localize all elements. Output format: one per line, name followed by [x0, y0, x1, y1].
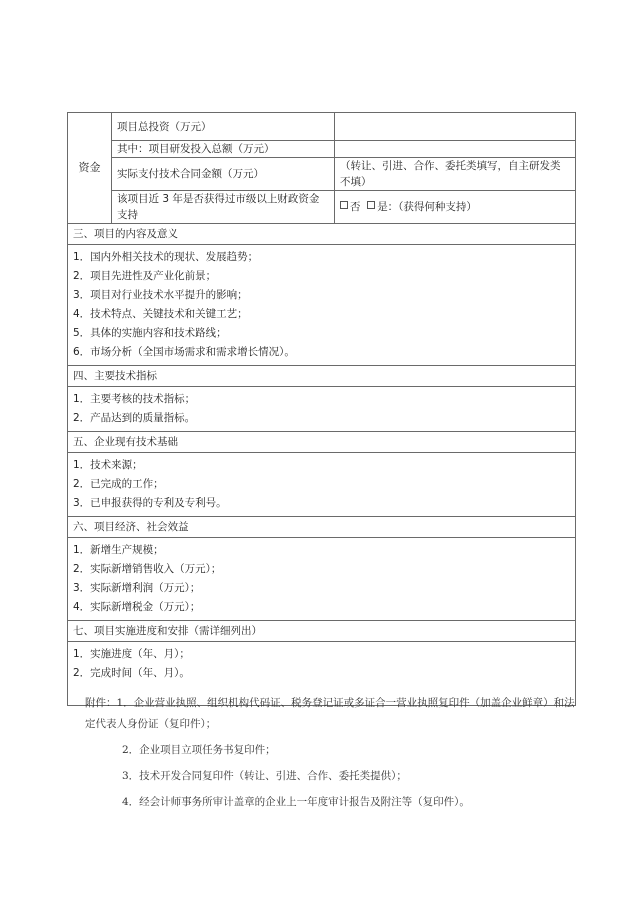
funding-row-gov-support: [68, 191, 576, 224]
list-item: 6．市场分析（全国市场需求和需求增长情况）。: [73, 346, 295, 358]
attachment-item-1: 附件：1．企业营业执照、组织机构代码证、税务登记证或多证合一营业执照复印件（加盖企业鲜章）和法定代表人身份证（复印件）；: [85, 697, 575, 730]
list-item: 1．新增生产规模；: [73, 544, 164, 556]
attachment-item: 2．企业项目立项任务书复印件；: [122, 744, 276, 756]
section-content-row: [68, 387, 576, 432]
list-item: 3．已申报获得的专利及专利号。: [73, 497, 227, 509]
project-form-table: [67, 112, 576, 706]
section-content: [68, 453, 576, 517]
rnd-investment-label: 其中：项目研发投入总额（万元）: [112, 141, 335, 158]
list-item: 1．实施进度（年、月）；: [73, 648, 190, 660]
total-investment-label: 项目总投资（万元）: [112, 113, 335, 141]
section-title: 五、企业现有技术基础: [68, 432, 576, 453]
total-investment-value[interactable]: [335, 113, 576, 141]
section-content: [68, 387, 576, 432]
section-header-row: [68, 432, 576, 453]
section-title: 四、主要技术指标: [68, 366, 576, 387]
section-title: 三、项目的内容及意义: [68, 224, 576, 245]
funding-row-contract: [68, 158, 576, 191]
checkbox-no[interactable]: [340, 201, 348, 209]
list-item: 2．已完成的工作；: [73, 478, 164, 490]
section-content-row: [68, 538, 576, 621]
section-header-row: [68, 224, 576, 245]
list-item: 1．技术来源；: [73, 459, 143, 471]
list-item: 3．项目对行业技术水平提升的影响；: [73, 289, 248, 301]
section-content-row: [68, 453, 576, 517]
list-item: 2．产品达到的质量指标。: [73, 412, 196, 424]
list-item: 4．实际新增税金（万元）；: [73, 601, 201, 613]
list-item: 4．技术特点、关键技术和关键工艺；: [73, 308, 248, 320]
attachment-item: 3．技术开发合同复印件（转让、引进、合作、委托类提供）；: [122, 770, 407, 782]
rnd-investment-value[interactable]: [335, 141, 576, 158]
section-title: 六、项目经济、社会效益: [68, 517, 576, 538]
section-content: [68, 538, 576, 621]
gov-support-question: 该项目近 3 年是否获得过市级以上财政资金支持: [112, 191, 335, 224]
contract-amount-label: 实际支付技术合同金额（万元）: [112, 158, 335, 191]
funding-row-total: [68, 113, 576, 141]
section-header-row: [68, 621, 576, 642]
section-title: 七、项目实施进度和安排（需详细列出）: [68, 621, 576, 642]
funding-label: 资金: [68, 113, 112, 224]
funding-row-rnd: [68, 141, 576, 158]
attachment-item: 4．经会计师事务所审计盖章的企业上一年度审计报告及附注等（复印件）。: [122, 796, 470, 808]
list-item: 5．具体的实施内容和技术路线；: [73, 327, 227, 339]
option-no-label: 否: [350, 201, 361, 213]
list-item: 1．主要考核的技术指标；: [73, 393, 196, 405]
section-content: [68, 245, 576, 366]
list-item: 2．项目先进性及产业化前景；: [73, 270, 217, 282]
list-item: 1．国内外相关技术的现状、发展趋势；: [73, 251, 259, 263]
list-item: 2．完成时间（年、月）。: [73, 667, 190, 679]
section-header-row: [68, 517, 576, 538]
list-item: 3．实际新增利润（万元）；: [73, 582, 201, 594]
list-item: 2．实际新增销售收入（万元）；: [73, 563, 222, 575]
option-yes-label: 是：（获得何种支持）: [377, 201, 477, 213]
attachments-notes: [85, 693, 575, 813]
contract-note: （转让、引进、合作、委托类填写，自主研发类不填）: [335, 158, 576, 191]
gov-support-options: [335, 191, 576, 224]
checkbox-yes[interactable]: [367, 201, 375, 209]
section-content-row: [68, 245, 576, 366]
section-header-row: [68, 366, 576, 387]
